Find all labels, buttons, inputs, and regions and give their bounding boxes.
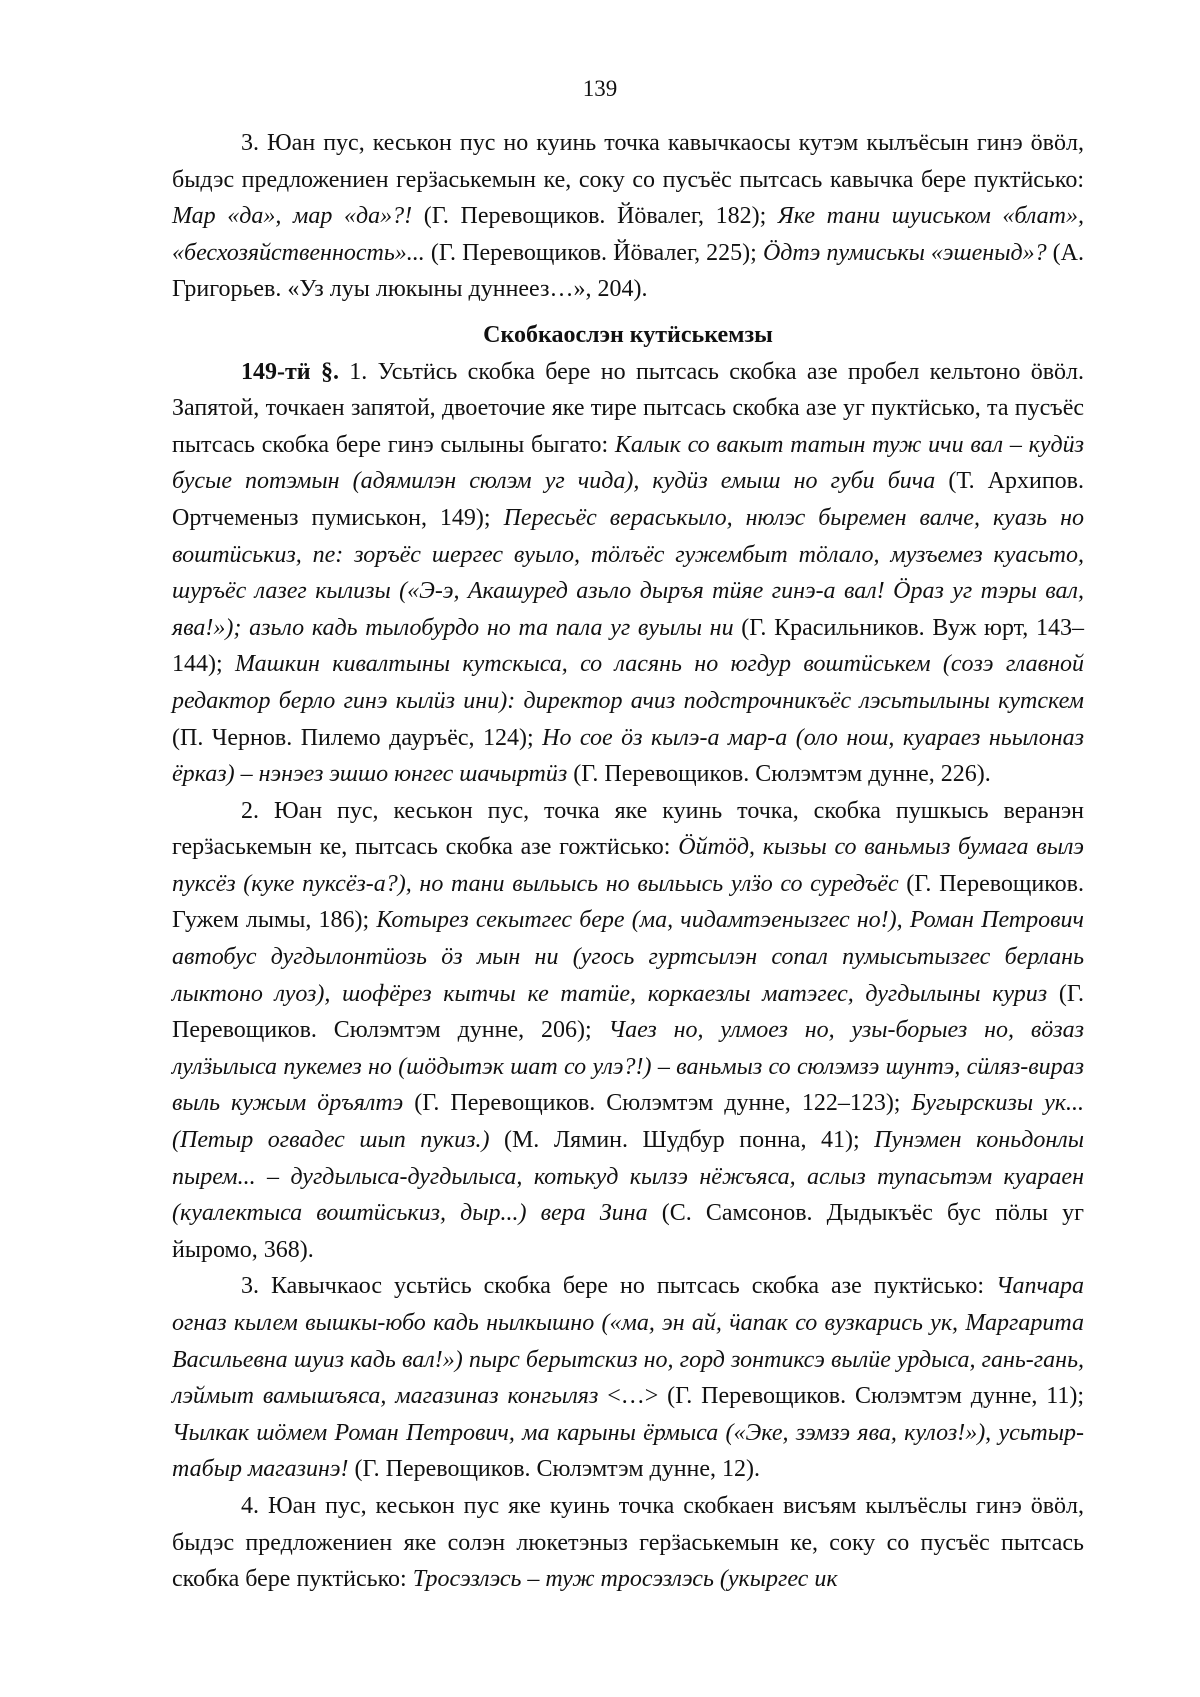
text-run: (Г. Красильников. Вуж юрт, 143–144);: [172, 614, 1085, 678]
paragraph-brackets-rule-2: [172, 793, 1084, 1269]
example-quote: Пунэмен коньдонлы пырем... – дугдылыса-дугдылыса, котькуд кылзэ нёжъяса, аслыз тупасьтэм куараен (куалектыса воштӥськиз, дыр...) вера Зина: [172, 1127, 1084, 1227]
example-quote: Яке тани шуиськом «блат», «бесхозяйственность»...: [172, 203, 1084, 266]
example-quote: Но сое ӧз кылэ-а мар-а (оло нош, куараез ньылоназ ёрказ) – нэнэез эшшо юнгес шачыртӥз: [172, 724, 1084, 788]
example-quote: Ӧйтӧд, кызьы со ваньмыз бумага вылэ пуксёз (куке пуксёз-а?), но тани выльысь но выльысь улӟо со суредъёс: [172, 834, 1085, 897]
text-run: 1. Усьтӥсь скобка бере но пытсась скобка азе пробел кельтоно ӧвӧл. Запятой, точкаен запятой, двоеточие яке тире пытсась скобка азе уг пуктӥсько, та пусъёс пытсась скобка бере гинэ сылыны быгато:: [172, 358, 1085, 458]
example-quote: Чаез но, улмоез но, узы-борыез но, вӧзаз лулӟылыса пукемез но (шӧдытэк шат со улэ?!) – ваньмыз со сюлэмзэ шунтэ, сӥляз-вираз выль кужым ӧръялтэ: [172, 1017, 1084, 1117]
example-quote: Ӧдтэ пумиськы «эшеныд»?: [762, 239, 1047, 266]
text-run: (Г. Перевощиков. Гужем лымы, 186);: [172, 870, 1084, 934]
example-quote: Машкин кивалтыны кутскыса, со ласянь но югдур воштӥськем (сoзэ главной редактор берло гинэ кылӥз ини): директор ачиз подстрочникъёс лэсьтылыны кутскем: [172, 651, 1084, 714]
text-run: (Г. Перевощиков. Сюлэмтэм дунне, 12).: [348, 1456, 761, 1483]
text-run: <…> (Г. Перевощиков. Сюлэмтэм дунне, 11);: [598, 1383, 1084, 1410]
paragraph-brackets-rule-3: [172, 1268, 1084, 1488]
text-run: (А. Григорьев. «Уз луы люкыны дуннеез…», 204).: [172, 239, 1085, 303]
text-run: (М. Лямин. Шудбур понна, 41);: [489, 1127, 875, 1154]
example-quote: Чапчара огназ кылем вышкы-юбо кадь нылкышно («ма, эн ай, ӵапак со вузкарись ук, Маргарита Васильевна шуиз кадь вал!») пырс берытскиз но, горд зонтиксэ вылӥе урдыса, гань-гань, лэймыт вамышъяса, магазиназ конгыляз: [172, 1273, 1084, 1410]
text-run: (С. Самсонов. Дыдыкъёс бус пӧлы уг йыромо, 368).: [172, 1200, 1084, 1263]
text-run: (Г. Перевощиков. Йӧвалег, 182);: [412, 203, 778, 230]
text-run: (Т. Архипов. Ортчеменыз пумиськон, 149);: [172, 468, 1084, 531]
example-quote: Калык со вакыт татын туж ичи вал – кудӥз бусые потэмын (адямилэн сюлэм уг чида), кудӥз емыш но губи бича: [172, 431, 1084, 495]
example-quote: Тросэзлэсь – туж тросэзлэсь (укыргес ик: [412, 1566, 838, 1593]
text-run: (Г. Перевощиков. Сюлэмтэм дунне, 226).: [567, 761, 991, 788]
paragraph-quotes-rule-3: [172, 125, 1084, 308]
text-run: (Г. Перевощиков. Сюлэмтэм дунне, 206);: [172, 980, 1084, 1044]
example-quote: Котырез секытгес бере (ма, чидамтэенызгес но!), Роман Петрович автобус дугдылонтӥозь ӧз мын ни (угось гуртсылэн сопал пумысьтызгес берлань лыктоно луоз), шофёрез кытчы ке татӥе, коркаезлы матэгес, дугдылыны куриз: [172, 907, 1084, 1007]
text-run: (П. Чернов. Пилемо дауръёс, 124);: [172, 724, 543, 751]
text-run: 4. Юан пус, кеськон пус яке куинь точка скобкаен висъям кылъёслы гинэ ӧвӧл, быдэс предложениен яке солэн люкетэныз герӟаськемын ке, соку со пусъёс пытсась скобка бере пуктӥсько:: [172, 1492, 1084, 1593]
text-run: (Г. Перевощиков. Йӧвалег, 225);: [424, 239, 763, 266]
text-run: 3. Юан пус, кеськон пус но куинь точка кавычкаосы кутэм кылъёсын гинэ ӧвӧл, быдэс предложениен герӟаськемын ке, соку со пусъёс пытсась кавычка бере пуктӥсько:: [172, 130, 1084, 193]
example-quote: Мар «да», мар «да»?!: [172, 203, 413, 230]
example-quote: Чылкак шӧмем Роман Петрович, ма карыны ёрмыса («Эке, зэмзэ ява, кулоз!»), усьтыр-табыр магазинэ!: [172, 1419, 1084, 1483]
section-heading: Скобкаослэн кутӥськемзы: [483, 321, 773, 348]
paragraph-brackets-rule-4: [172, 1488, 1084, 1598]
paragraph-text: [172, 359, 1084, 788]
example-quote: Пересьёс вераськыло, нюлэс быремен валче, куазь но воштӥськиз, пе: зоръёс шергес вуыло, тӧлъёс гужембыт тӧлало, музъемез куасьто, шуръёс лазег кылизы («Э-э, Акашуред азьло дыръя тӥяе гинэ-а вал! Ӧраз уг тэры вал, ява!»); азьло кадь тылобурдо но та пала уг вуылы ни: [172, 504, 1084, 641]
text-run: 2. Юан пус, кеськон пус, точка яке куинь точка, скобка пушкысь веранэн герӟаськемын ке, пытсась скобка азе гожтӥсько:: [172, 797, 1084, 861]
example-quote: Бугырскизы ук... (Петыр огвадес шып пукиз.): [172, 1090, 1084, 1154]
page-body: [172, 125, 1084, 1598]
text-run: 3. Кавычкаос усьтӥсь скобка бере но пытсась скобка азе пуктӥсько:: [241, 1273, 997, 1300]
page-number: 139: [582, 76, 618, 101]
section-number: 149-тӥ §.: [241, 358, 339, 385]
text-run: (Г. Перевощиков. Сюлэмтэм дунне, 122–123);: [403, 1090, 912, 1117]
paragraph-brackets-rule-1: [172, 354, 1084, 793]
